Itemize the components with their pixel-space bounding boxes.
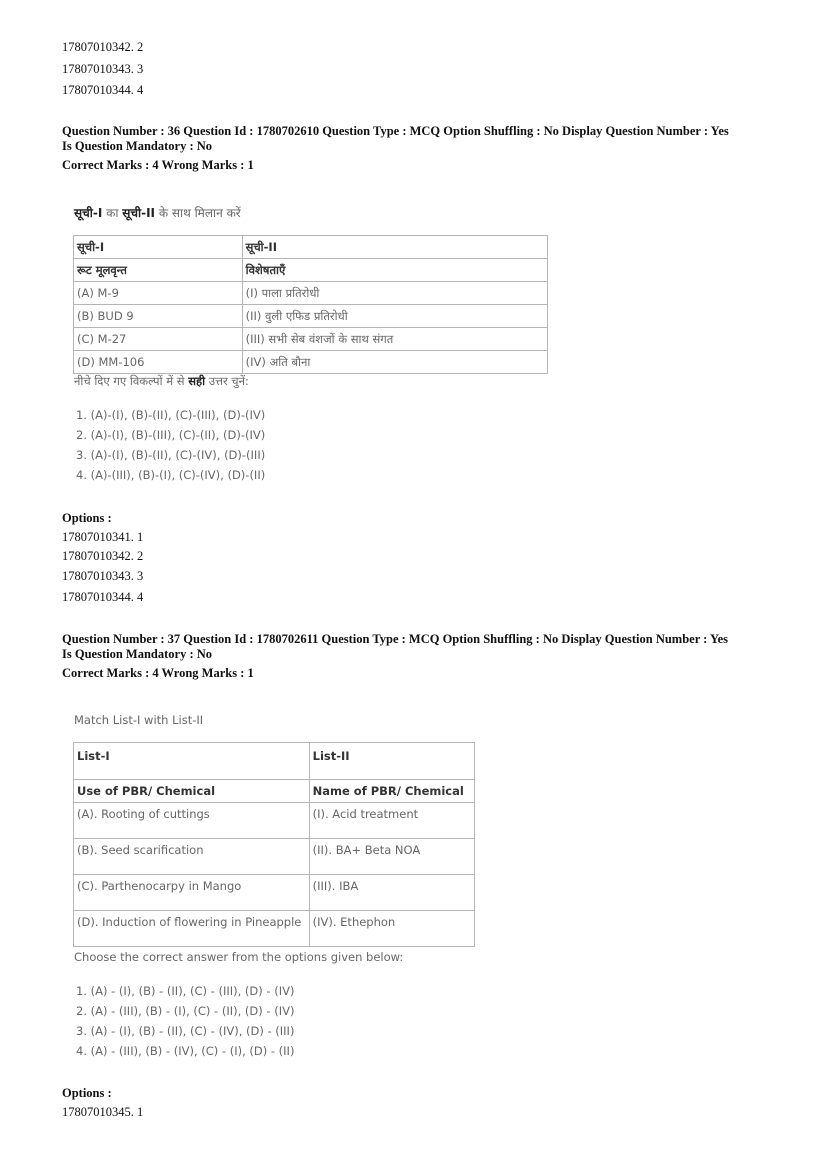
table-subheader-cell: रूट मूलवृन्त: [74, 259, 243, 282]
table-header-cell: सूची-I: [74, 236, 243, 259]
answer-choice: 3. (A)-(I), (B)-(II), (C)-(IV), (D)-(III): [76, 448, 266, 462]
q37-marks: Correct Marks : 4 Wrong Marks : 1: [62, 666, 254, 680]
table-row: (C) M-27 (III) सभी सेब वंशजों के साथ संगत: [74, 328, 548, 351]
option-line: 17807010343. 3: [62, 569, 144, 583]
table-row: (A). Rooting of cuttings (I). Acid treatment: [74, 803, 475, 839]
q36-match-table: [73, 235, 548, 374]
q36-mandatory: Is Question Mandatory : No: [62, 139, 213, 153]
q37-header: Question Number : 37 Question Id : 1780702611 Question Type : MCQ Option Shuffling : No Display Question Number : Yes: [62, 632, 729, 646]
table-row: (B). Seed scarification (II). BA+ Beta NOA: [74, 839, 475, 875]
q36-instruction: सूची-I का सूची-II के साथ मिलान करें: [74, 206, 241, 220]
option-line: 17807010342. 2: [62, 40, 144, 54]
q36-answer-list: [76, 405, 265, 485]
answer-choice: 4. (A) - (III), (B) - (IV), (C) - (I), (D) - (II): [76, 1044, 295, 1058]
option-line: 17807010342. 2: [62, 549, 144, 563]
q37-match-table: [73, 742, 475, 947]
table-subheader-cell: Use of PBR/ Chemical: [74, 780, 310, 803]
q37-answer-list: [76, 981, 294, 1061]
table-header-cell: List-I: [74, 743, 310, 780]
table-header-cell: सूची-II: [242, 236, 547, 259]
q36-header: Question Number : 36 Question Id : 1780702610 Question Type : MCQ Option Shuffling : No Display Question Number : Yes: [62, 124, 729, 138]
q37-choose-text: Choose the correct answer from the options given below:: [74, 950, 404, 964]
table-row: (B) BUD 9 (II) वुली एफिड प्रतिरोधी: [74, 305, 548, 328]
q36-choose-text: नीचे दिए गए विकल्पों में से सही उत्तर चुनें:: [74, 374, 249, 388]
q36-marks: Correct Marks : 4 Wrong Marks : 1: [62, 158, 254, 172]
answer-choice: 1. (A)-(I), (B)-(II), (C)-(III), (D)-(IV): [76, 408, 266, 422]
q37-mandatory: Is Question Mandatory : No: [62, 647, 213, 661]
q37-instruction: Match List-I with List-II: [74, 713, 204, 727]
table-row: (D) MM-106 (IV) अति बौना: [74, 351, 548, 374]
q36-options-label: Options :: [62, 511, 112, 525]
answer-choice: 2. (A)-(I), (B)-(III), (C)-(II), (D)-(IV): [76, 428, 266, 442]
table-row: (A) M-9 (I) पाला प्रतिरोधी: [74, 282, 548, 305]
option-line: 17807010344. 4: [62, 83, 144, 97]
answer-choice: 3. (A) - (I), (B) - (II), (C) - (IV), (D) - (III): [76, 1024, 295, 1038]
q37-options-label: Options :: [62, 1086, 112, 1100]
option-line: 17807010345. 1: [62, 1105, 144, 1119]
option-line: 17807010341. 1: [62, 530, 144, 544]
answer-choice: 1. (A) - (I), (B) - (II), (C) - (III), (D) - (IV): [76, 984, 295, 998]
answer-choice: 2. (A) - (III), (B) - (I), (C) - (II), (D) - (IV): [76, 1004, 295, 1018]
table-subheader-cell: Name of PBR/ Chemical: [309, 780, 474, 803]
table-subheader-cell: विशेषताएँ: [242, 259, 547, 282]
table-row: (C). Parthenocarpy in Mango (III). IBA: [74, 875, 475, 911]
answer-choice: 4. (A)-(III), (B)-(I), (C)-(IV), (D)-(II): [76, 468, 266, 482]
table-header-cell: List-II: [309, 743, 474, 780]
option-line: 17807010343. 3: [62, 62, 144, 76]
option-line: 17807010344. 4: [62, 590, 144, 604]
table-row: (D). Induction of flowering in Pineapple (IV). Ethephon: [74, 911, 475, 947]
